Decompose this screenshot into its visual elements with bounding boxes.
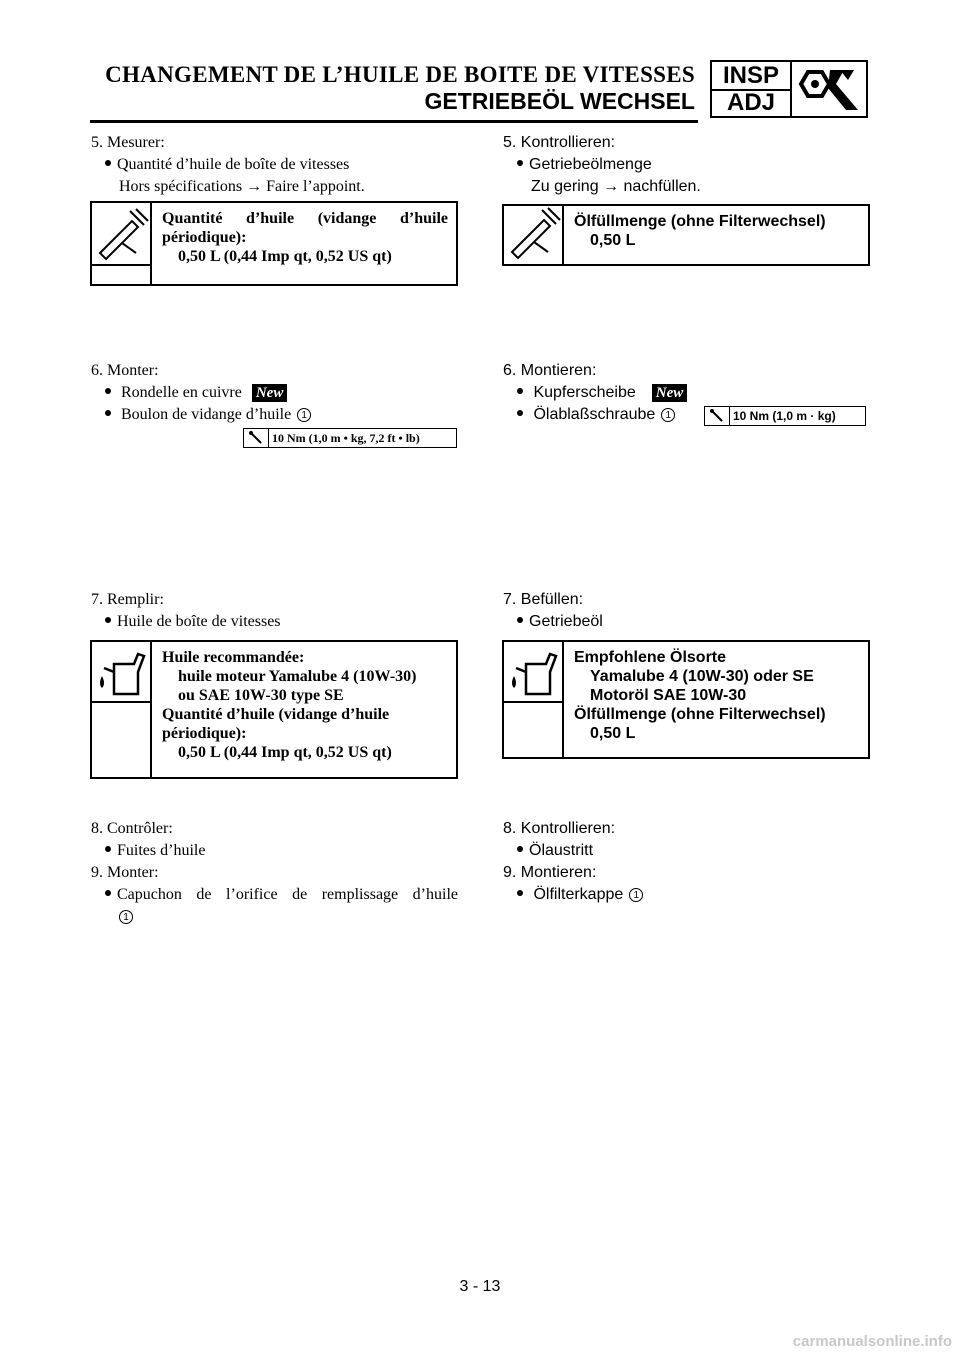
fr-oil-line-1: Huile recommandée: [162, 649, 305, 666]
de-torque-spec [704, 406, 866, 426]
de-oil-line-2: Yamalube 4 (10W-30) oder SE [590, 668, 814, 685]
header-rule [90, 120, 698, 123]
fr-oil-line-2: huile moteur Yamalube 4 (10W-30) [178, 668, 417, 685]
ref-number: 1 [297, 408, 311, 422]
de-step-6-bullet-2 [517, 404, 675, 426]
fr-step-9-ref [119, 906, 133, 928]
badge-line-1: INSP [712, 62, 790, 91]
de-oil-spec-text [574, 648, 860, 743]
fr-step-9-bullet: Capuchon de l’orifice de remplissage d’huile [105, 884, 458, 906]
ref-number: 1 [119, 910, 133, 924]
de-spec-box-oil-quantity [502, 204, 870, 266]
de-torque-value: 10 Nm (1,0 m · kg) [729, 407, 836, 425]
de-step-6-title: 6. Montieren: [503, 362, 597, 379]
torque-wrench-icon [709, 409, 725, 423]
ref-number: 1 [629, 888, 643, 902]
fr-step-8-title: 8. Contrôler: [91, 820, 173, 837]
badge-text [712, 62, 792, 116]
de-spec-line-2: 0,50 L [590, 232, 636, 249]
fr-spec-line-2: périodique): [162, 229, 247, 246]
de-step-8-bullet: Ölaustritt [517, 840, 593, 862]
watermark: carmanualsonline.info [792, 1333, 952, 1350]
fr-drain-bolt-label: Boulon de vidange d’huile [121, 406, 292, 423]
title-french: CHANGEMENT DE L’HUILE DE BOITE DE VITESSES [105, 62, 695, 87]
fr-step-5-text: Hors spécifications → Faire l’appoint. [119, 178, 365, 195]
de-copper-washer-label: Kupferscheibe [533, 384, 636, 401]
de-spec-line-1: Ölfüllmenge (ohne Filterwechsel) [574, 213, 826, 230]
de-oil-line-5: 0,50 L [590, 725, 636, 742]
fr-oil-line-4: Quantité d’huile (vidange d’huile [162, 706, 390, 723]
fr-step-7-bullet: Huile de boîte de vitesses [105, 611, 281, 633]
ref-number: 1 [661, 408, 675, 422]
de-step-6-bullet-1 [517, 382, 687, 404]
fr-step-5-bullet: Quantité d’huile de boîte de vitesses [105, 154, 349, 176]
de-spec-box-recommended-oil [502, 640, 870, 759]
oil-can-icon [504, 642, 564, 757]
de-oil-line-3: Motoröl SAE 10W-30 [590, 687, 747, 704]
caliper-icon [504, 206, 564, 264]
fr-oil-line-6: 0,50 L (0,44 Imp qt, 0,52 US qt) [178, 744, 392, 761]
fr-oil-spec-text [162, 648, 448, 762]
de-step-9-title: 9. Montieren: [503, 864, 597, 881]
de-step-5-text: Zu gering → nachfüllen. [531, 178, 701, 195]
de-step-9-bullet [517, 884, 643, 906]
fr-oil-line-5: périodique): [162, 725, 247, 742]
page-number: 3 - 13 [459, 1278, 501, 1295]
fr-step-6-bullet-2 [105, 404, 311, 426]
fr-spec-line-3: 0,50 L (0,44 Imp qt, 0,52 US qt) [178, 248, 392, 265]
de-step-5-bullet: Getriebeölmenge [517, 154, 652, 176]
fr-step-8-bullet: Fuites d’huile [105, 840, 205, 862]
fr-spec-box-oil-quantity [90, 201, 458, 286]
torque-wrench-icon [248, 431, 264, 445]
badge-line-2: ADJ [726, 89, 775, 116]
de-step-8-title: 8. Kontrollieren: [503, 820, 616, 837]
fr-torque-value: 10 Nm (1,0 m • kg, 7,2 ft • lb) [268, 429, 420, 447]
fr-step-7-title: 7. Remplir: [91, 591, 164, 608]
oil-can-icon [92, 642, 152, 777]
de-step-5-title: 5. Kontrollieren: [503, 134, 616, 151]
title-german: GETRIEBEÖL WECHSEL [424, 88, 695, 114]
fr-oil-line-3: ou SAE 10W-30 type SE [178, 687, 344, 704]
wrench-icon [792, 64, 866, 114]
fr-step-6-title: 6. Monter: [91, 362, 159, 379]
de-oil-line-4: Ölfüllmenge (ohne Filterwechsel) [574, 706, 826, 723]
de-drain-bolt-label: Ölablaßschraube [533, 406, 656, 423]
de-oil-line-1: Empfohlene Ölsorte [574, 649, 727, 666]
insp-adj-badge [710, 60, 868, 118]
fr-copper-washer-label: Rondelle en cuivre [121, 384, 242, 401]
new-badge: New [252, 384, 288, 402]
fr-step-6-bullet-1 [105, 382, 287, 404]
fr-step-5-title: 5. Mesurer: [91, 134, 165, 151]
de-step-7-title: 7. Befüllen: [503, 591, 584, 608]
fr-spec-box-recommended-oil [90, 640, 458, 779]
fr-step-9-title: 9. Monter: [91, 864, 159, 881]
de-filter-cap-label: Ölfilterkappe [533, 886, 624, 903]
de-spec-text [574, 212, 860, 250]
fr-torque-spec [243, 428, 457, 448]
caliper-icon [92, 203, 152, 284]
de-step-7-bullet: Getriebeöl [517, 611, 603, 633]
new-badge: New [652, 384, 688, 402]
fr-spec-line-1: Quantité d’huile (vidange d’huile [162, 210, 448, 227]
fr-spec-text [162, 209, 448, 266]
